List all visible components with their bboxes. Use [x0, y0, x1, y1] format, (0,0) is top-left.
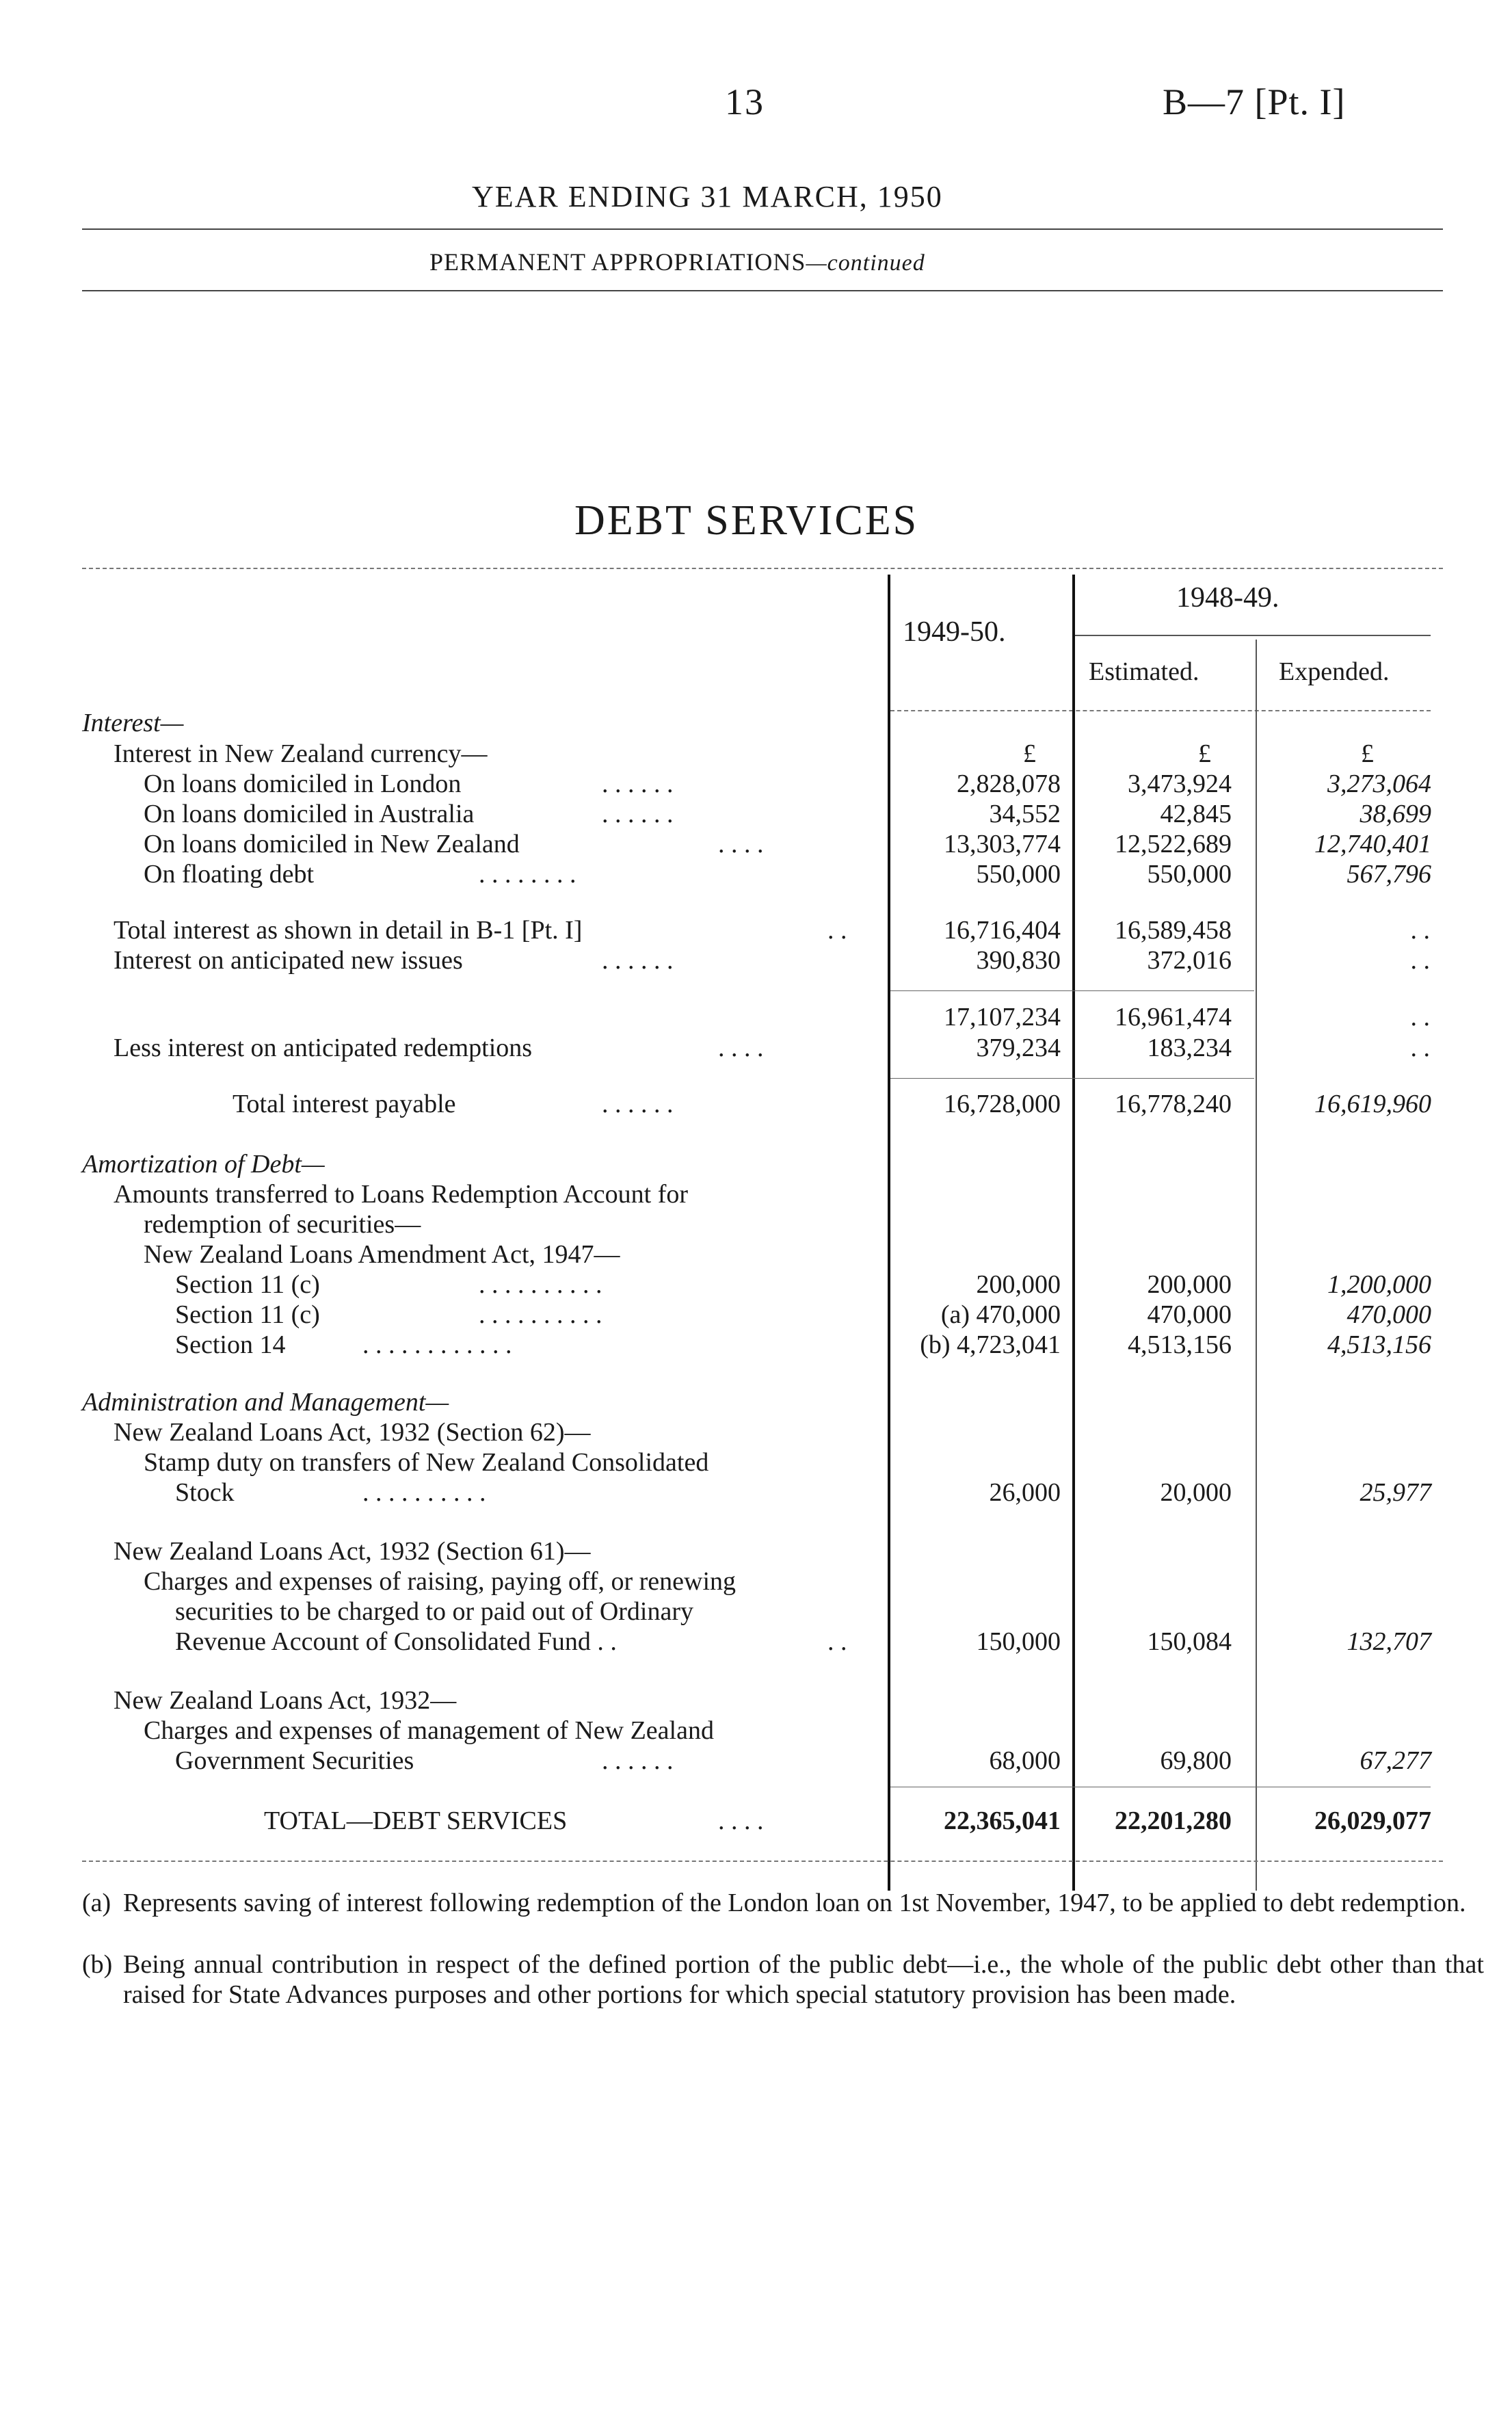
divider	[890, 1078, 1254, 1079]
heading-interest: Interest—	[82, 709, 184, 737]
column-group-1948-49: 1948-49.	[1176, 582, 1279, 614]
section-heading	[429, 248, 925, 276]
value-1949-50: 550,000	[976, 860, 1061, 889]
value-expended: 67,277	[1360, 1746, 1431, 1775]
table-row	[0, 1627, 1512, 1658]
text-line: New Zealand Loans Act, 1932—	[114, 1686, 457, 1715]
value-expended: 1,200,000	[1327, 1270, 1431, 1299]
value-expended: 26,029,077	[1314, 1806, 1431, 1835]
text-line: Charges and expenses of management of New Zealand	[144, 1716, 714, 1745]
value-expended: 4,513,156	[1327, 1330, 1431, 1359]
value-1949-50: 379,234	[976, 1034, 1061, 1062]
leader-dots: . . . . . . . . . . . .	[362, 1330, 512, 1359]
value-estimated: 3,473,924	[1128, 770, 1232, 798]
text-line: Amounts transferred to Loans Redemption Account for	[114, 1180, 689, 1209]
leader-dots: . .	[827, 916, 847, 945]
value-1949-50: 34,552	[989, 800, 1061, 828]
column-header-expended: Expended.	[1279, 657, 1390, 686]
table-row	[0, 799, 1512, 830]
table-row	[0, 1033, 1512, 1064]
value-estimated: 69,800	[1160, 1746, 1232, 1775]
text-line: Stamp duty on transfers of New Zealand Consolidated	[144, 1448, 709, 1477]
row-label: Section 11 (c)	[175, 1300, 320, 1329]
table-row	[0, 1270, 1512, 1301]
row-label: On floating debt	[144, 860, 315, 889]
value-1949-50: (a) 470,000	[940, 1300, 1061, 1329]
row-label: Government Securities	[175, 1746, 414, 1775]
heading-administration: Administration and Management—	[82, 1388, 449, 1417]
value-estimated: 22,201,280	[1115, 1806, 1232, 1835]
table-row	[0, 1002, 1512, 1034]
leader-dots: . . . . . . . .	[479, 860, 576, 889]
value-expended: 3,273,064	[1327, 770, 1431, 798]
table-row	[0, 859, 1512, 891]
value-expended: 16,619,960	[1314, 1090, 1431, 1118]
footnote-marker: (a)	[82, 1889, 111, 1917]
row-label: Total interest payable	[233, 1090, 456, 1118]
divider	[82, 568, 1443, 569]
heading-amortization: Amortization of Debt—	[82, 1150, 325, 1179]
table-row	[0, 945, 1512, 977]
value-expended: . .	[1410, 946, 1430, 975]
value-expended: 132,707	[1347, 1627, 1431, 1656]
year-heading: YEAR ENDING 31 MARCH, 1950	[472, 180, 943, 213]
currency-symbol-expended: £	[1361, 739, 1374, 768]
value-1949-50: 16,716,404	[944, 916, 1061, 945]
value-estimated: 42,845	[1160, 800, 1232, 828]
value-expended: 25,977	[1360, 1478, 1431, 1507]
leader-dots: . . . . . .	[602, 770, 674, 798]
leader-dots: . . . .	[718, 1034, 764, 1062]
leader-dots: . . . . . . . . . .	[479, 1300, 602, 1329]
value-1949-50: 26,000	[989, 1478, 1061, 1507]
grand-total-row	[0, 1806, 1512, 1837]
value-estimated: 16,778,240	[1115, 1090, 1232, 1118]
leader-dots: . . . . . .	[602, 1090, 674, 1118]
value-estimated: 12,522,689	[1115, 830, 1232, 858]
value-estimated: 16,589,458	[1115, 916, 1232, 945]
footnote-text: Being annual contribution in respect of the defined portion of the public debt—i.e., the whole of the public debt other than that raised for State Advances purposes and other portions for which special statutory provision has been made.	[123, 1950, 1484, 2009]
table-row	[0, 915, 1512, 947]
value-1949-50: (b) 4,723,041	[920, 1330, 1061, 1359]
value-1949-50: 17,107,234	[944, 1003, 1061, 1031]
value-1949-50: 150,000	[976, 1627, 1061, 1656]
currency-symbol-estimated: £	[1198, 739, 1211, 768]
value-estimated: 20,000	[1160, 1478, 1232, 1507]
text-line: New Zealand Loans Amendment Act, 1947—	[144, 1240, 620, 1269]
value-expended: . .	[1410, 916, 1430, 945]
row-label: Total interest as shown in detail in B-1 [Pt. I]	[114, 916, 583, 945]
table-row	[0, 1330, 1512, 1361]
value-1949-50: 68,000	[989, 1746, 1061, 1775]
table-row	[0, 1089, 1512, 1120]
divider	[890, 990, 1254, 991]
row-label: TOTAL—DEBT SERVICES	[264, 1806, 568, 1835]
leader-dots: . . . .	[718, 1806, 764, 1835]
value-expended: . .	[1410, 1003, 1430, 1031]
page-number: 13	[725, 81, 765, 122]
document-reference: B—7 [Pt. I]	[1163, 81, 1346, 122]
row-label: Revenue Account of Consolidated Fund . .	[175, 1627, 617, 1656]
table-row	[0, 769, 1512, 800]
footnote-marker: (b)	[82, 1950, 113, 1979]
value-estimated: 16,961,474	[1115, 1003, 1232, 1031]
leader-dots: . . . .	[718, 830, 764, 858]
value-estimated: 4,513,156	[1128, 1330, 1232, 1359]
row-label: Stock	[175, 1478, 235, 1507]
value-estimated: 372,016	[1147, 946, 1232, 975]
table-row	[0, 1477, 1512, 1509]
leader-dots: . . . . . . . . . .	[362, 1478, 486, 1507]
row-label: Less interest on anticipated redemptions	[114, 1034, 533, 1062]
section-heading-text: PERMANENT APPROPRIATIONS	[429, 248, 806, 276]
value-1949-50: 200,000	[976, 1270, 1061, 1299]
value-1949-50: 13,303,774	[944, 830, 1061, 858]
text-line: New Zealand Loans Act, 1932 (Section 61)—	[114, 1537, 591, 1566]
value-1949-50: 2,828,078	[957, 770, 1061, 798]
value-estimated: 550,000	[1147, 860, 1232, 889]
row-label: On loans domiciled in London	[144, 770, 462, 798]
value-estimated: 150,084	[1147, 1627, 1232, 1656]
leader-dots: . . . . . . . . . .	[479, 1270, 602, 1299]
row-label: On loans domiciled in New Zealand	[144, 830, 520, 858]
section-continued: —continued	[806, 250, 925, 276]
value-1949-50: 16,728,000	[944, 1090, 1061, 1118]
divider	[1075, 635, 1431, 636]
value-1949-50: 390,830	[976, 946, 1061, 975]
row-label: On loans domiciled in Australia	[144, 800, 475, 828]
text-line: securities to be charged to or paid out of Ordinary	[175, 1597, 694, 1626]
value-estimated: 200,000	[1147, 1270, 1232, 1299]
divider	[82, 228, 1443, 230]
text-line: Charges and expenses of raising, paying off, or renewing	[144, 1567, 737, 1596]
currency-symbol-1949: £	[1023, 739, 1036, 768]
footnote-text: Represents saving of interest following redemption of the London loan on 1st November, 1947, to be applied to debt redemption.	[123, 1889, 1466, 1917]
value-expended: 12,740,401	[1314, 830, 1431, 858]
row-label: Interest on anticipated new issues	[114, 946, 463, 975]
leader-dots: . .	[827, 1627, 847, 1656]
leader-dots: . . . . . .	[602, 1746, 674, 1775]
column-header-estimated: Estimated.	[1089, 657, 1199, 686]
value-expended: 567,796	[1347, 860, 1431, 889]
divider	[890, 710, 1431, 711]
value-expended: 38,699	[1360, 800, 1431, 828]
row-label: Section 14	[175, 1330, 286, 1359]
column-header-1949-50: 1949-50.	[903, 616, 1006, 648]
value-expended: . .	[1410, 1034, 1430, 1062]
divider	[82, 290, 1443, 291]
divider	[82, 1861, 1443, 1862]
value-expended: 470,000	[1347, 1300, 1431, 1329]
text-line: New Zealand Loans Act, 1932 (Section 62)—	[114, 1418, 591, 1447]
value-1949-50: 22,365,041	[944, 1806, 1061, 1835]
table-row	[0, 1300, 1512, 1331]
table-row	[0, 829, 1512, 860]
leader-dots: . . . . . .	[602, 946, 674, 975]
table-title: DEBT SERVICES	[574, 497, 919, 544]
table-row	[0, 1746, 1512, 1777]
row-label: Section 11 (c)	[175, 1270, 320, 1299]
value-estimated: 183,234	[1147, 1034, 1232, 1062]
subheading-nz-currency: Interest in New Zealand currency—	[114, 739, 488, 768]
text-line: redemption of securities—	[144, 1210, 421, 1239]
value-estimated: 470,000	[1147, 1300, 1232, 1329]
leader-dots: . . . . . .	[602, 800, 674, 828]
